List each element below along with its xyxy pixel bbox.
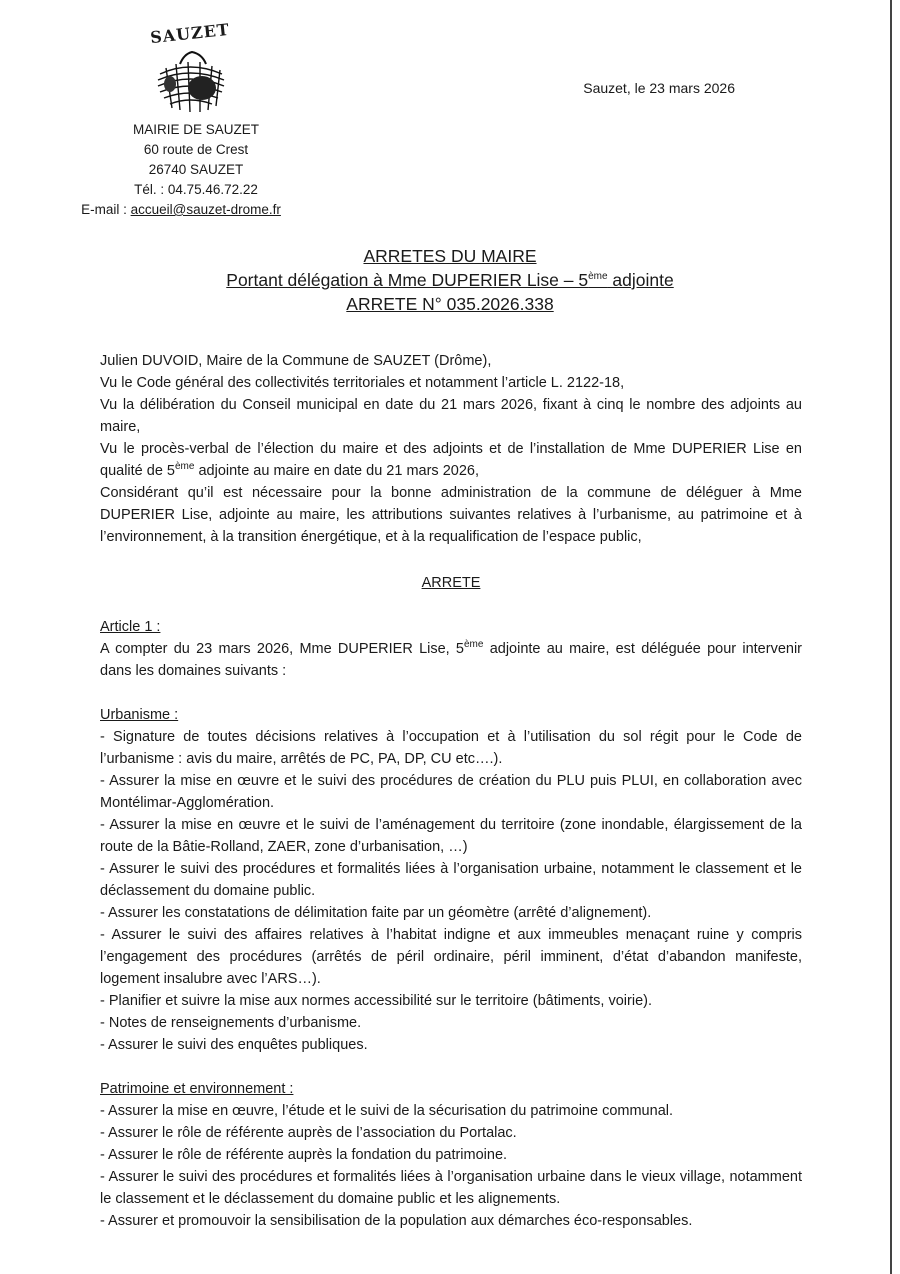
document-body	[100, 350, 802, 1232]
preamble-deliberation: Vu la délibération du Conseil municipal en date du 21 mars 2026, fixant à cinq le nombre des adjoints au maire,	[100, 397, 802, 435]
arrete-heading: ARRETE	[421, 575, 481, 591]
spacer	[100, 682, 802, 704]
urbanisme-item: - Assurer le suivi des procédures et formalités liées à l’organisation urbaine, notamment le classement et le déclassement du domaine public.	[100, 861, 802, 899]
address-email-line	[30, 200, 332, 220]
address-line-1: MAIRIE DE SAUZET	[132, 122, 259, 137]
article-1-heading: Article 1 :	[100, 619, 161, 635]
sauzet-emblem-icon	[140, 24, 240, 116]
urbanisme-item: - Planifier et suivre la mise aux normes accessibilité sur le territoire (bâtiments, voirie).	[100, 993, 652, 1009]
article-1-text	[100, 638, 802, 682]
urbanisme-item: - Assurer le suivi des enquêtes publiques.	[100, 1037, 368, 1053]
document-date: Sauzet, le 23 mars 2026	[583, 80, 735, 96]
patrimoine-item: - Assurer et promouvoir la sensibilisation de la population aux démarches éco-responsables.	[100, 1213, 693, 1229]
urbanisme-item: - Assurer la mise en œuvre et le suivi de l’aménagement du territoire (zone inondable, élargissement de la route de la Bâtie-Rolland, ZAER, zone d’urbanisation, …)	[100, 817, 802, 855]
patrimoine-item: - Assurer le rôle de référente auprès de l’association du Portalac.	[100, 1125, 517, 1141]
patrimoine-item: - Assurer le suivi des procédures et formalités liées à l’organisation urbaine dans le vieux village, notamment le classement et le déclassement du domaine public et les alignements.	[100, 1169, 802, 1207]
spacer	[100, 1056, 802, 1078]
pv-part1: Vu le procès-verbal de l’élection du maire et des adjoints et de l’installation de Mme DUPERIER Lise en qualité de 5	[100, 441, 802, 479]
preamble-considerant: Considérant qu’il est nécessaire pour la bonne administration de la commune de déléguer à Mme DUPERIER Lise, adjointe au maire, les attributions suivantes relatives à l’urbanisme, au patrimoine et à l’environnement, à la transition énergétique, et à la requalification de l’espace public,	[100, 485, 802, 545]
patrimoine-item: - Assurer la mise en œuvre, l’étude et le suivi de la sécurisation du patrimoine communal.	[100, 1103, 674, 1119]
email-label: E-mail :	[81, 202, 131, 217]
title-delegation-part2: adjointe	[607, 270, 674, 290]
urbanisme-item: - Assurer le suivi des affaires relatives à l’habitat indigne et aux immeubles menaçant ruine y compris l’engagement des procédures (arrêtés de péril ordinaire, péril imminent, d’état d’abandon manifeste, logement insalubre avec l’ARS…).	[100, 927, 802, 987]
title-delegation	[0, 268, 900, 292]
urbanisme-item: - Notes de renseignements d’urbanisme.	[100, 1015, 362, 1031]
urbanisme-heading: Urbanisme :	[100, 707, 179, 723]
urbanisme-item: - Assurer les constatations de délimitation faite par un géomètre (arrêté d’alignement).	[100, 905, 652, 921]
preamble-proces-verbal	[100, 438, 802, 482]
document-titles	[0, 244, 900, 316]
pv-sup: ème	[174, 461, 195, 473]
address-line-3: 26740 SAUZET	[148, 162, 244, 177]
preamble-maire: Julien DUVOID, Maire de la Commune de SAUZET (Drôme),	[100, 353, 492, 369]
article-1-part2: adjointe au maire, est déléguée pour intervenir dans les domaines suivants :	[100, 641, 802, 679]
address-phone: Tél. : 04.75.46.72.22	[134, 182, 258, 197]
patrimoine-heading: Patrimoine et environnement :	[100, 1081, 294, 1097]
email-link[interactable]: accueil@sauzet-drome.fr	[130, 202, 281, 217]
title-arrete-number: ARRETE N° 035.2026.338	[346, 294, 554, 314]
title-arretes: ARRETES DU MAIRE	[363, 246, 537, 266]
title-delegation-part1: Portant délégation à Mme DUPERIER Lise – 5	[226, 270, 589, 290]
preamble-code: Vu le Code général des collectivités territoriales et notamment l’article L. 2122-18,	[100, 375, 625, 391]
mairie-address-block	[60, 120, 332, 220]
pv-part2: adjointe au maire en date du 21 mars 2026,	[194, 463, 479, 479]
address-line-2: 60 route de Crest	[143, 142, 249, 157]
article-1-part1: A compter du 23 mars 2026, Mme DUPERIER Lise, 5	[100, 641, 464, 657]
urbanisme-item: - Assurer la mise en œuvre et le suivi des procédures de création du PLU puis PLUI, en collaboration avec Montélimar-Agglomération.	[100, 773, 802, 811]
urbanisme-item: - Signature de toutes décisions relatives à l’occupation et à l’utilisation du sol régit pour le Code de l’urbanisme : avis du maire, arrêtés de PC, PA, DP, CU etc….).	[100, 729, 802, 767]
sauzet-logo	[140, 19, 240, 116]
title-delegation-sup: ème	[588, 271, 608, 283]
scan-edge-line	[890, 0, 892, 1274]
article-1-sup: ème	[464, 639, 484, 651]
logo-text: SAUZET	[149, 19, 231, 48]
patrimoine-item: - Assurer le rôle de référente auprès la fondation du patrimoine.	[100, 1147, 508, 1163]
